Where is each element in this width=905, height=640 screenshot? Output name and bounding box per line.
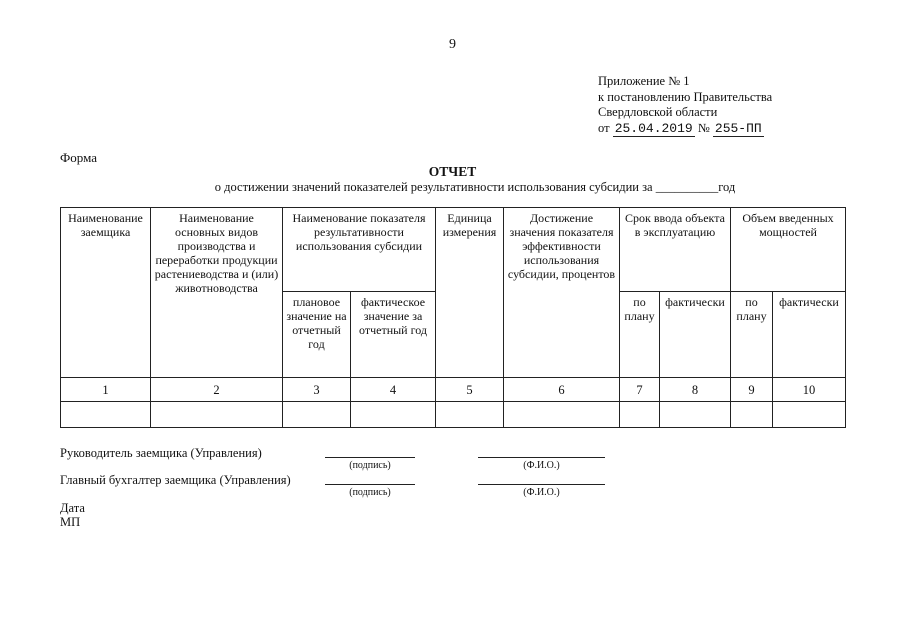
data-cell[interactable]	[660, 402, 731, 428]
accountant-signature-line[interactable]	[325, 484, 415, 485]
accountant-name-caption: (Ф.И.О.)	[523, 487, 560, 498]
date-prefix: от	[598, 120, 610, 135]
appendix-date-line	[598, 121, 772, 137]
header-capacity: Объем введенных мощностей	[731, 208, 846, 292]
header-capacity-actual: фактически	[773, 292, 846, 378]
column-number: 8	[660, 378, 731, 402]
document-subtitle: о достижении значений показателей результативности использования субсидии за __________год	[214, 180, 736, 194]
page-number: 9	[449, 37, 456, 52]
column-number: 1	[61, 378, 151, 402]
header-planned-value: плановое значение на отчетный год	[283, 292, 351, 378]
data-cell[interactable]	[436, 402, 504, 428]
header-actual-value: фактическое значение за отчетный год	[351, 292, 436, 378]
data-cell[interactable]	[504, 402, 620, 428]
header-commissioning-plan: по плану	[620, 292, 660, 378]
head-signature-line[interactable]	[325, 457, 415, 458]
column-number: 5	[436, 378, 504, 402]
column-number: 7	[620, 378, 660, 402]
number-value: 255-ПП	[714, 120, 762, 136]
form-label: Форма	[60, 150, 97, 165]
document-title: ОТЧЕТ	[428, 164, 477, 179]
column-number: 4	[351, 378, 436, 402]
accountant-signature-caption: (подпись)	[349, 487, 391, 498]
header-capacity-plan: по плану	[731, 292, 773, 378]
header-achievement: Достижение значения показателя эффективности использования субсидии, процентов	[504, 208, 620, 378]
data-cell[interactable]	[61, 402, 151, 428]
data-cell[interactable]	[731, 402, 773, 428]
data-cell[interactable]	[283, 402, 351, 428]
head-signature-label: Руководитель заемщика (Управления)	[60, 446, 262, 460]
header-activity-name: Наименование основных видов производства и переработки продукции растениеводства и (или) животноводства	[151, 208, 283, 378]
date-value: 25.04.2019	[614, 120, 693, 136]
report-table	[60, 207, 846, 428]
date-label: Дата	[60, 501, 85, 515]
header-commissioning: Срок ввода объекта в эксплуатацию	[620, 208, 731, 292]
head-name-line[interactable]	[478, 457, 605, 458]
data-cell[interactable]	[620, 402, 660, 428]
stamp-label: МП	[60, 515, 81, 529]
head-signature-caption: (подпись)	[349, 460, 391, 471]
data-cell[interactable]	[773, 402, 846, 428]
appendix-line-1: Приложение № 1	[598, 74, 690, 88]
appendix-line-2: к постановлению Правительства	[598, 89, 773, 104]
column-number: 2	[151, 378, 283, 402]
number-prefix: №	[697, 120, 710, 135]
empty-data-row	[61, 402, 846, 428]
header-indicator-name: Наименование показателя результативности использования субсидии	[283, 208, 436, 292]
column-number: 10	[773, 378, 846, 402]
column-number: 6	[504, 378, 620, 402]
header-commissioning-actual: фактически	[660, 292, 731, 378]
head-name-caption: (Ф.И.О.)	[523, 460, 560, 471]
appendix-line-3: Свердловской области	[598, 105, 718, 119]
accountant-signature-label: Главный бухгалтер заемщика (Управления)	[60, 473, 291, 487]
column-number: 3	[283, 378, 351, 402]
appendix-block	[598, 74, 772, 136]
data-cell[interactable]	[151, 402, 283, 428]
header-borrower-name: Наименование заемщика	[61, 208, 151, 378]
data-cell[interactable]	[351, 402, 436, 428]
column-number: 9	[731, 378, 773, 402]
header-unit: Единица измерения	[436, 208, 504, 378]
accountant-name-line[interactable]	[478, 484, 605, 485]
